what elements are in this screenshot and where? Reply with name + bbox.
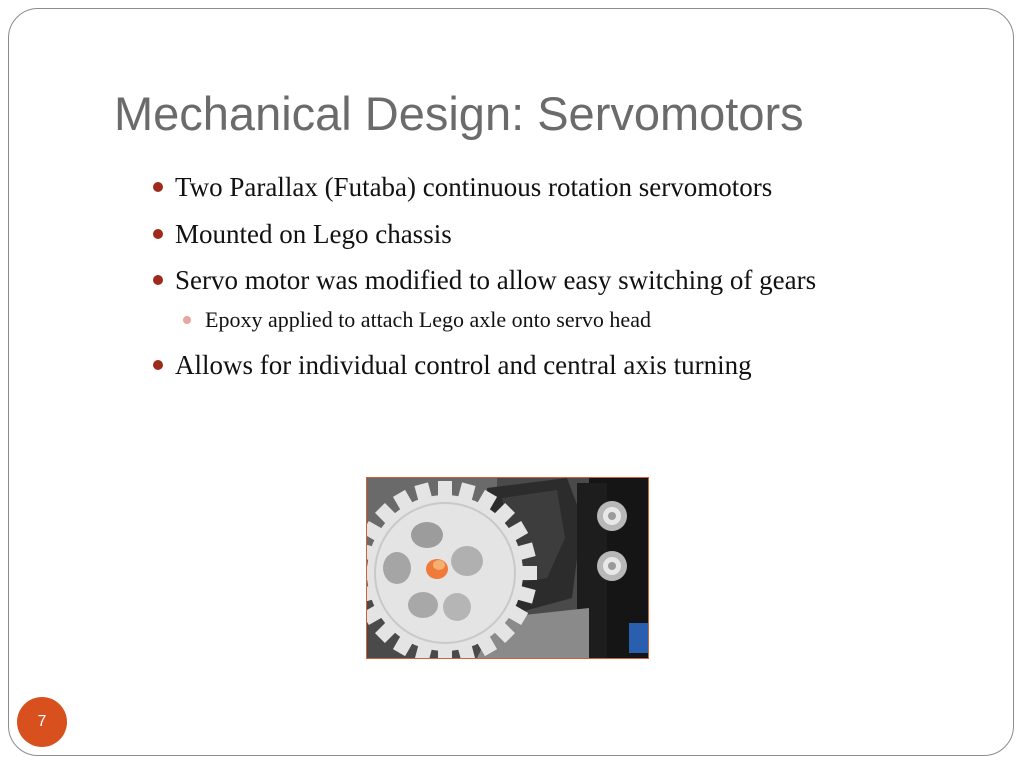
bullet-list (148, 168, 1008, 392)
bullet-dot-icon (153, 275, 163, 285)
bullet-text: Servo motor was modified to allow easy switching of gears (175, 265, 817, 295)
gear-servo-illustration (367, 478, 648, 658)
slide-title: Mechanical Design: Servomotors (114, 87, 804, 140)
bullet-text: Two Parallax (Futaba) continuous rotation servomotors (175, 172, 773, 202)
sub-bullet-text: Epoxy applied to attach Lego axle onto servo head (205, 306, 651, 332)
bullet-text: Allows for individual control and central axis turning (175, 349, 752, 380)
page-number: 7 (37, 713, 47, 730)
bullet-dot-icon (153, 229, 163, 239)
bullet-text: Mounted on Lego chassis (175, 218, 452, 249)
page-number-badge (17, 697, 67, 747)
sub-bullet-dot-icon (183, 316, 191, 324)
sub-bullet-item (148, 304, 1008, 336)
bullet-item (148, 261, 1008, 299)
bullet-item (148, 168, 1008, 206)
bullet-item (148, 215, 1008, 253)
gear-servo-photo (366, 477, 649, 659)
bullet-dot-icon (153, 182, 163, 192)
bullet-item (148, 346, 1008, 384)
bullet-dot-icon (153, 360, 163, 370)
